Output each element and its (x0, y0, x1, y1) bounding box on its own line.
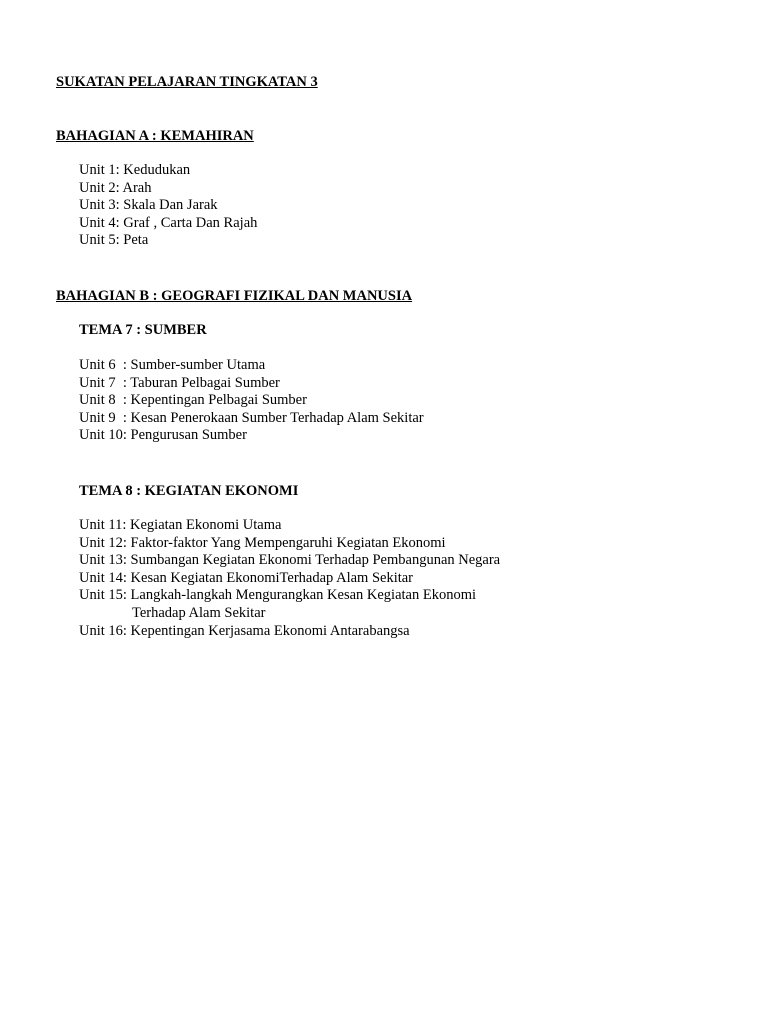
unit-item: Unit 16: Kepentingan Kerjasama Ekonomi Antarabangsa (79, 622, 410, 639)
tema-8-heading: TEMA 8 : KEGIATAN EKONOMI (79, 483, 299, 499)
unit-item: Unit 13: Sumbangan Kegiatan Ekonomi Terhadap Pembangunan Negara (79, 552, 501, 569)
unit-item: Unit 7 : Taburan Pelbagai Sumber (79, 374, 280, 391)
unit-item-text: Unit 15: Langkah-langkah Mengurangkan Kesan Kegiatan Ekonomi (79, 587, 477, 604)
unit-item: Unit 6 : Sumber-sumber Utama (79, 357, 266, 373)
unit-item: Unit 2: Arah (79, 179, 152, 196)
tema-8-unit-list (79, 517, 500, 640)
section-b-heading: BAHAGIAN B : GEOGRAFI FIZIKAL DAN MANUSIA (56, 288, 413, 304)
unit-item: Unit 12: Faktor-faktor Yang Mempengaruhi Kegiatan Ekonomi (79, 534, 446, 551)
document-title: SUKATAN PELAJARAN TINGKATAN 3 (56, 74, 318, 90)
unit-item: Unit 4: Graf , Carta Dan Rajah (79, 214, 258, 231)
unit-item: Unit 11: Kegiatan Ekonomi Utama (79, 517, 282, 533)
unit-item: Unit 9 : Kesan Penerokaan Sumber Terhadap Alam Sekitar (79, 409, 424, 426)
tema-7-heading: TEMA 7 : SUMBER (79, 322, 207, 338)
unit-item: Unit 8 : Kepentingan Pelbagai Sumber (79, 392, 307, 409)
unit-item-multiline (79, 587, 500, 622)
unit-item: Unit 3: Skala Dan Jarak (79, 197, 218, 214)
unit-item: Unit 1: Kedudukan (79, 162, 191, 178)
section-a-heading: BAHAGIAN A : KEMAHIRAN (56, 128, 254, 144)
unit-item: Unit 5: Peta (79, 232, 149, 249)
unit-item-continuation: Terhadap Alam Sekitar (132, 604, 266, 621)
section-a-unit-list (79, 162, 257, 250)
tema-7-unit-list (79, 357, 424, 445)
unit-item: Unit 14: Kesan Kegiatan EkonomiTerhadap Alam Sekitar (79, 569, 414, 586)
unit-item: Unit 10: Pengurusan Sumber (79, 427, 247, 444)
